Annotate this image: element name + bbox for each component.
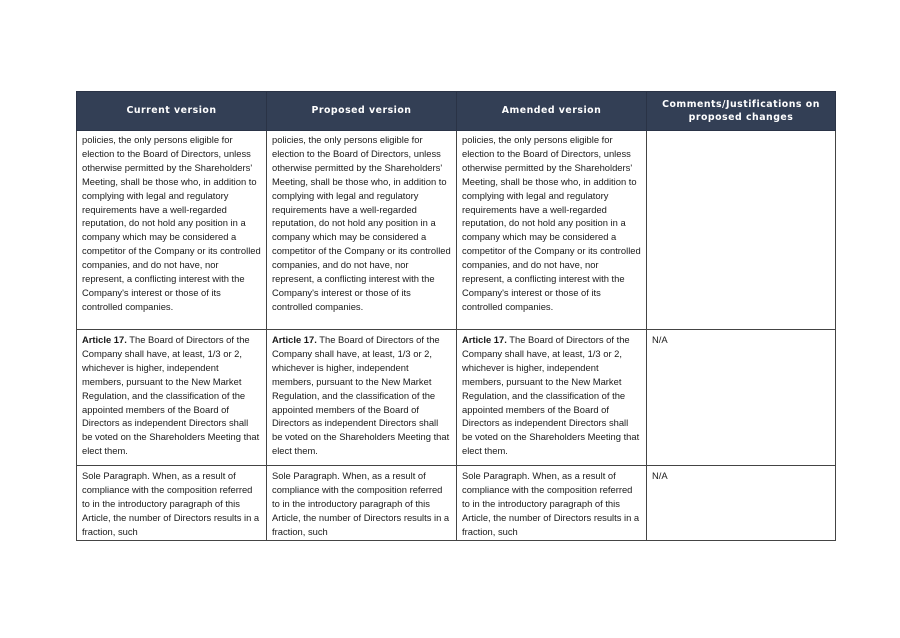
cell-current: Sole Paragraph. When, as a result of compliance with the composition referred to in the introductory paragraph of this Article, the number of Directors results in a fraction, such	[77, 466, 267, 541]
cell-proposed: Sole Paragraph. When, as a result of compliance with the composition referred to in the introductory paragraph of this Article, the number of Directors results in a fraction, such	[267, 466, 457, 541]
table-row	[77, 330, 836, 466]
cell-comments: N/A	[647, 330, 836, 466]
table-row	[77, 466, 836, 541]
cell-comments: N/A	[647, 466, 836, 541]
cell-amended: policies, the only persons eligible for election to the Board of Directors, unless otherwise permitted by the Shareholders' Meeting, shall be those who, in addition to complying with legal and regulatory requirements have a well-regarded reputation, do not hold any position in a company which may be considered a competitor of the Company or its controlled companies, and do not have, nor represent, a conflicting interest with the Company's interest or those of its controlled companies.	[457, 131, 647, 330]
article-label: Article 17.	[462, 334, 507, 345]
cell-amended	[457, 330, 647, 466]
amendments-table	[76, 91, 836, 541]
table-header-row	[77, 92, 836, 131]
article-text: The Board of Directors of the Company shall have, at least, 1/3 or 2, whichever is higher, independent members, pursuant to the New Market Regulation, and the classification of the appointed members of the Board of Directors as independent Directors shall be voted on the Shareholders Meeting that elect them.	[272, 334, 450, 457]
header-proposed-version: Proposed version	[267, 92, 457, 131]
article-label: Article 17.	[82, 334, 127, 345]
cell-proposed: policies, the only persons eligible for election to the Board of Directors, unless otherwise permitted by the Shareholders' Meeting, shall be those who, in addition to complying with legal and regulatory requirements have a well-regarded reputation, do not hold any position in a company which may be considered a competitor of the Company or its controlled companies, and do not have, nor represent, a conflicting interest with the Company's interest or those of its controlled companies.	[267, 131, 457, 330]
header-current-version: Current version	[77, 92, 267, 131]
cell-proposed	[267, 330, 457, 466]
cell-current: policies, the only persons eligible for election to the Board of Directors, unless otherwise permitted by the Shareholders' Meeting, shall be those who, in addition to complying with legal and regulatory requirements have a well-regarded reputation, do not hold any position in a company which may be considered a competitor of the Company or its controlled companies, and do not have, nor represent, a conflicting interest with the Company's interest or those of its controlled companies.	[77, 131, 267, 330]
article-text: The Board of Directors of the Company shall have, at least, 1/3 or 2, whichever is higher, independent members, pursuant to the New Market Regulation, and the classification of the appointed members of the Board of Directors as independent Directors shall be voted on the Shareholders Meeting that elect them.	[82, 334, 260, 457]
cell-current	[77, 330, 267, 466]
table-row	[77, 131, 836, 330]
cell-amended: Sole Paragraph. When, as a result of compliance with the composition referred to in the introductory paragraph of this Article, the number of Directors results in a fraction, such	[457, 466, 647, 541]
article-label: Article 17.	[272, 334, 317, 345]
header-amended-version: Amended version	[457, 92, 647, 131]
header-comments: Comments/Justifications on proposed changes	[647, 92, 836, 131]
cell-comments	[647, 131, 836, 330]
article-text: The Board of Directors of the Company shall have, at least, 1/3 or 2, whichever is higher, independent members, pursuant to the New Market Regulation, and the classification of the appointed members of the Board of Directors as independent Directors shall be voted on the Shareholders Meeting that elect them.	[462, 334, 640, 457]
